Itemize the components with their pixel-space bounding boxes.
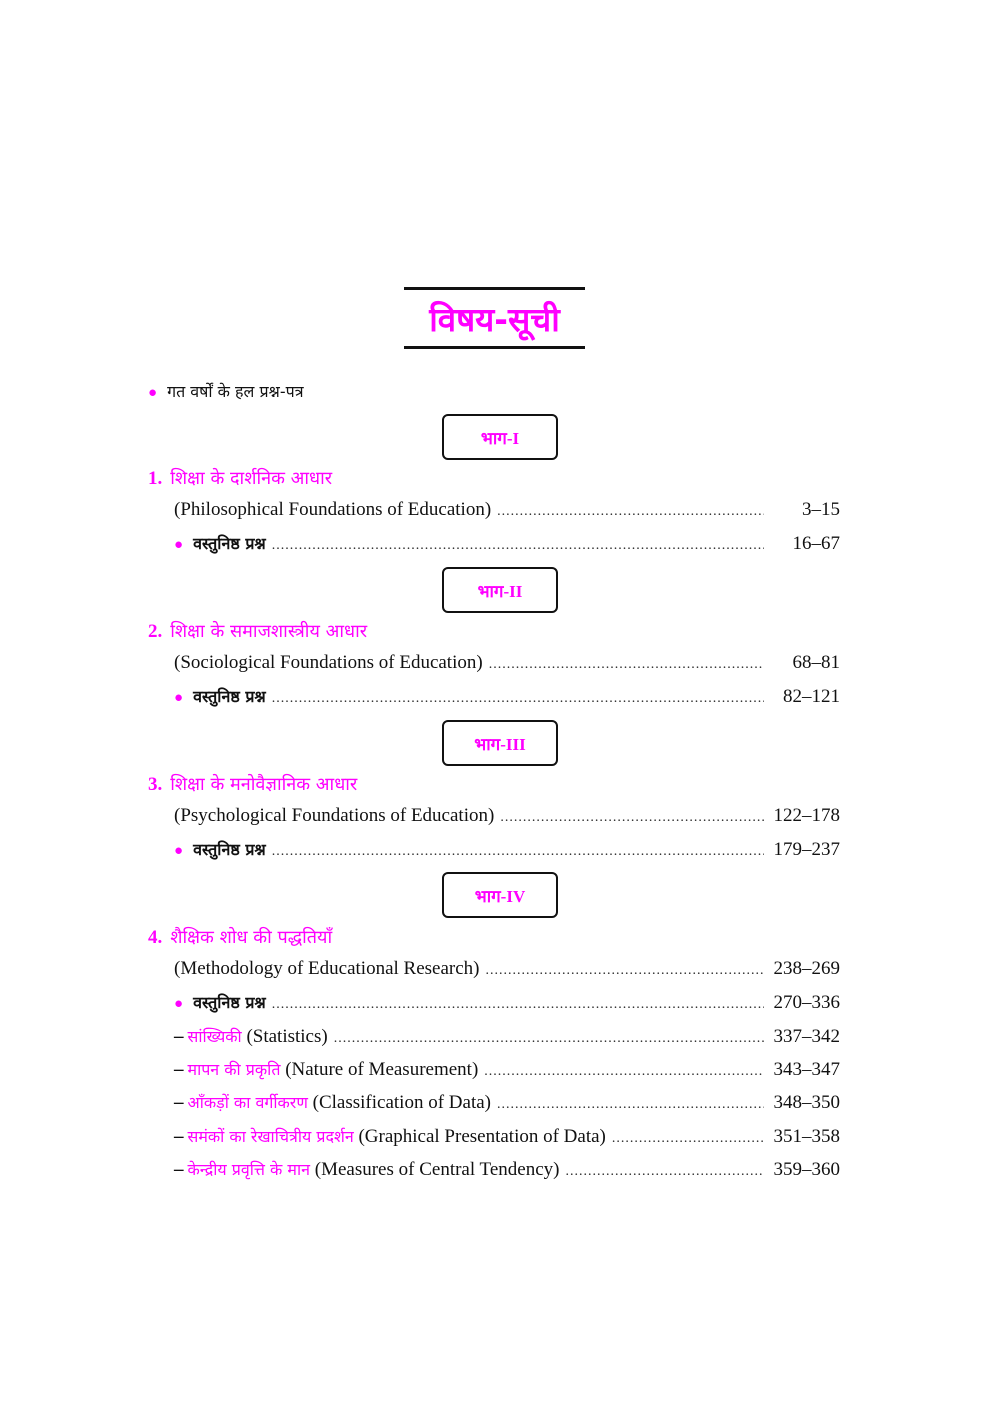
page-range: 16–67 bbox=[792, 533, 840, 554]
page-range: 238–269 bbox=[773, 958, 840, 979]
part-label: भाग-I bbox=[442, 414, 558, 460]
subentry-english: (Statistics) bbox=[246, 1026, 328, 1047]
page-range: 179–237 bbox=[773, 839, 840, 860]
page-range: 343–347 bbox=[773, 1059, 840, 1080]
chapter-number: 2. bbox=[148, 621, 163, 642]
entry-label: वस्तुनिष्ठ प्रश्न bbox=[193, 993, 266, 1012]
dot-leader bbox=[500, 810, 764, 826]
chapter-heading bbox=[148, 926, 332, 950]
chapter-heading bbox=[148, 467, 332, 491]
page-range: 351–358 bbox=[773, 1126, 840, 1147]
dot-leader bbox=[272, 691, 764, 707]
chapter-heading bbox=[148, 773, 357, 797]
dot-leader bbox=[334, 1031, 764, 1047]
dot-leader bbox=[272, 844, 764, 860]
subentry-english: (Graphical Presentation of Data) bbox=[358, 1126, 606, 1147]
toc-subentry[interactable] bbox=[174, 1125, 840, 1151]
page-range: 82–121 bbox=[783, 686, 840, 707]
chapter-number: 4. bbox=[148, 927, 163, 948]
subentry-english: (Classification of Data) bbox=[312, 1092, 491, 1113]
toc-subentry[interactable] bbox=[174, 1025, 840, 1051]
page-range: 270–336 bbox=[773, 992, 840, 1013]
chapter-title: शैक्षिक शोध की पद्धतियाँ bbox=[170, 927, 333, 948]
dot-leader bbox=[489, 657, 764, 673]
chapter-number: 3. bbox=[148, 774, 163, 795]
entry-label: वस्तुनिष्ठ प्रश्न bbox=[193, 534, 266, 553]
page-range: 122–178 bbox=[773, 805, 840, 826]
page-range: 359–360 bbox=[773, 1159, 840, 1180]
bullet-icon: ● bbox=[174, 996, 184, 1012]
subentry-english: (Measures of Central Tendency) bbox=[314, 1159, 560, 1180]
intro-item bbox=[148, 380, 304, 405]
intro-text: गत वर्षों के हल प्रश्न-पत्र bbox=[167, 382, 304, 401]
dot-leader bbox=[497, 1097, 764, 1113]
toc-entry[interactable] bbox=[174, 991, 840, 1017]
bullet-icon: ● bbox=[174, 690, 184, 706]
toc-entry[interactable] bbox=[174, 652, 840, 678]
dot-leader bbox=[485, 963, 764, 979]
page-title: विषय-सूची bbox=[404, 287, 585, 349]
toc-subentry[interactable] bbox=[174, 1091, 840, 1117]
entry-label: (Methodology of Educational Research) bbox=[174, 958, 480, 979]
chapter-title: शिक्षा के मनोवैज्ञानिक आधार bbox=[170, 774, 358, 795]
dot-leader bbox=[612, 1131, 764, 1147]
chapter-title: शिक्षा के समाजशास्त्रीय आधार bbox=[170, 621, 368, 642]
part-label: भाग-II bbox=[442, 567, 558, 613]
subentry-hindi: समंकों का रेखाचित्रीय प्रदर्शन bbox=[187, 1127, 354, 1146]
bullet-icon: ● bbox=[174, 537, 184, 553]
bullet-icon: ● bbox=[174, 843, 184, 859]
dash-marker: – bbox=[174, 1159, 184, 1180]
subentry-hindi: केन्द्रीय प्रवृत्ति के मान bbox=[187, 1160, 310, 1179]
toc-entry[interactable] bbox=[174, 532, 840, 558]
dot-leader bbox=[272, 997, 764, 1013]
bullet-icon: ● bbox=[148, 385, 158, 401]
subentry-hindi: सांख्यिकी bbox=[187, 1027, 242, 1046]
dash-marker: – bbox=[174, 1026, 184, 1047]
dash-marker: – bbox=[174, 1092, 184, 1113]
page-range: 337–342 bbox=[773, 1026, 840, 1047]
subentry-hindi: आँकड़ों का वर्गीकरण bbox=[187, 1093, 308, 1112]
dot-leader bbox=[272, 538, 764, 554]
toc-subentry[interactable] bbox=[174, 1158, 840, 1184]
subentry-english: (Nature of Measurement) bbox=[285, 1059, 479, 1080]
page-range: 348–350 bbox=[773, 1092, 840, 1113]
toc-entry[interactable] bbox=[174, 958, 840, 984]
part-label: भाग-IV bbox=[442, 872, 558, 918]
dash-marker: – bbox=[174, 1059, 184, 1080]
toc-entry[interactable] bbox=[174, 805, 840, 831]
entry-label: वस्तुनिष्ठ प्रश्न bbox=[193, 687, 266, 706]
toc-entry[interactable] bbox=[174, 685, 840, 711]
dot-leader bbox=[565, 1164, 764, 1180]
page-range: 68–81 bbox=[792, 652, 840, 673]
entry-label: (Philosophical Foundations of Education) bbox=[174, 499, 492, 520]
entry-label: वस्तुनिष्ठ प्रश्न bbox=[193, 840, 266, 859]
part-label: भाग-III bbox=[442, 720, 558, 766]
subentry-hindi: मापन की प्रकृति bbox=[187, 1060, 281, 1079]
chapter-title: शिक्षा के दार्शनिक आधार bbox=[170, 468, 333, 489]
toc-subentry[interactable] bbox=[174, 1058, 840, 1084]
chapter-number: 1. bbox=[148, 468, 163, 489]
dot-leader bbox=[484, 1064, 764, 1080]
toc-entry[interactable] bbox=[174, 499, 840, 525]
entry-label: (Psychological Foundations of Education) bbox=[174, 805, 495, 826]
chapter-heading bbox=[148, 620, 367, 644]
toc-entry[interactable] bbox=[174, 838, 840, 864]
entry-label: (Sociological Foundations of Education) bbox=[174, 652, 483, 673]
page-range: 3–15 bbox=[802, 499, 840, 520]
dot-leader bbox=[497, 504, 764, 520]
dash-marker: – bbox=[174, 1126, 184, 1147]
